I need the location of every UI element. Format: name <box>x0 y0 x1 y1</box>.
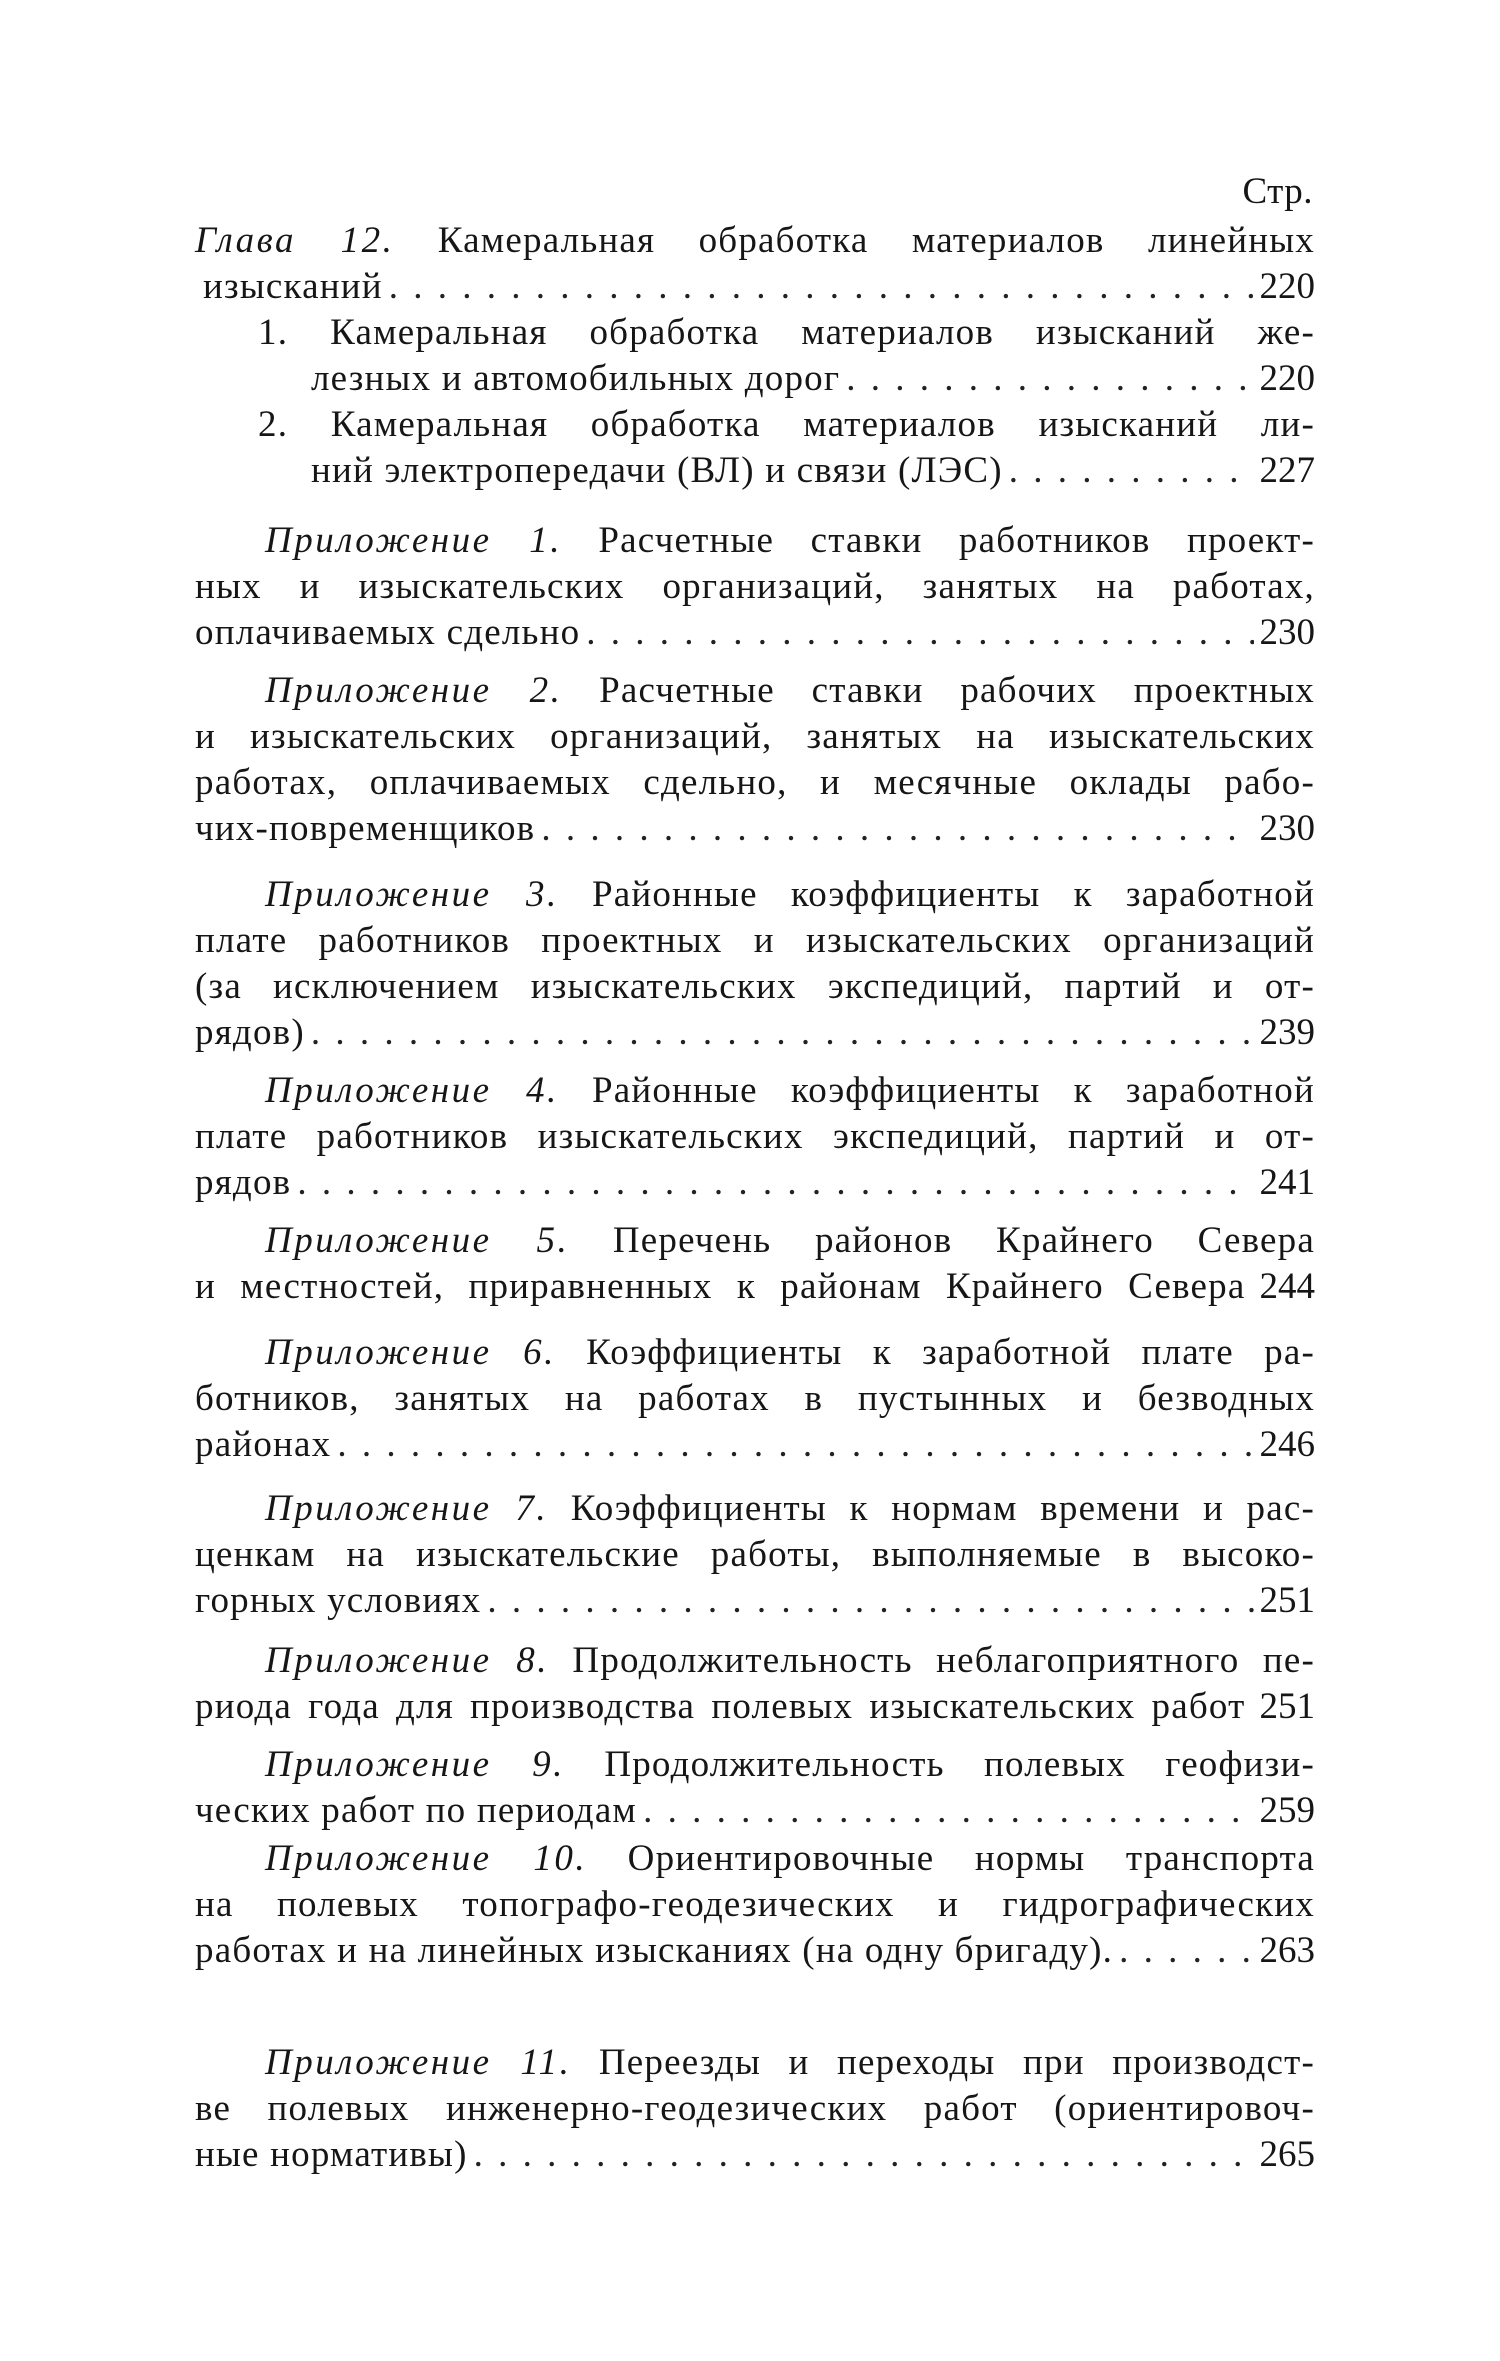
entry-label: Приложение 2. <box>265 670 563 711</box>
page-number: 230 <box>1259 612 1315 653</box>
entry-label: Приложение 9. <box>265 1744 565 1785</box>
page-number: 227 <box>1259 450 1315 491</box>
page-number: 230 <box>1259 808 1315 849</box>
entry-title-line: Районные коэффициенты к заработной <box>591 1070 1315 1111</box>
entry-title-line: ные нормативы) <box>195 2134 468 2175</box>
page-number: 265 <box>1259 2134 1315 2175</box>
toc-entry-appendix-2 <box>195 668 1315 852</box>
entry-title-line: Продолжительность полевых геофизи- <box>604 1744 1316 1785</box>
entry-title-line: плате работников проектных и изыскательских организаций <box>195 920 1315 961</box>
entry-title-line: Коэффициенты к нормам времени и рас- <box>570 1488 1315 1529</box>
entry-title-line: работах и на линейных изысканиях (на одну бригаду). <box>195 1930 1114 1971</box>
entry-title-line: риода года для производства полевых изыскательских работ <box>195 1686 1246 1727</box>
entry-title-line: Расчетные ставки рабочих проектных <box>599 670 1316 711</box>
entry-title-line: Продолжительность неблагоприятного пе- <box>572 1640 1316 1681</box>
entry-title-line: рядов) <box>195 1012 305 1053</box>
leader-dots <box>846 356 1253 402</box>
entry-title-line: рядов <box>195 1162 292 1203</box>
entry-title-line: Переезды и переходы при производст- <box>598 2042 1315 2083</box>
entry-title-line: работах, оплачиваемых сдельно, и месячные оклады рабо- <box>195 762 1315 803</box>
page-number: 251 <box>1259 1686 1315 1727</box>
entry-label: Приложение 4. <box>265 1070 559 1111</box>
entry-title-line: Коэффициенты к заработной плате ра- <box>586 1332 1315 1373</box>
entry-title-line: 1. Камеральная обработка материалов изысканий же- <box>258 312 1315 353</box>
entry-label: Приложение 5. <box>265 1220 570 1261</box>
entry-label: Приложение 10. <box>265 1838 588 1879</box>
toc-entry-section-2 <box>258 402 1315 494</box>
entry-title-line: ботников, занятых на работах в пустынных и безводных <box>195 1378 1315 1419</box>
leader-dots <box>586 610 1253 656</box>
entry-title-line: ческих работ по периодам <box>195 1790 638 1831</box>
entry-title-line: ных и изыскательских организаций, занятых на работах, <box>195 566 1315 607</box>
entry-title-line: Районные коэффициенты к заработной <box>591 874 1315 915</box>
entry-title-line: 2. Камеральная обработка материалов изысканий ли- <box>258 404 1315 445</box>
entry-label: Приложение 3. <box>265 874 559 915</box>
toc-entry-appendix-10 <box>195 1836 1315 1974</box>
entry-title-line: районах <box>195 1424 332 1465</box>
entry-title-line: лезных и автомобильных дорог <box>311 358 841 399</box>
entry-label: Приложение 8. <box>265 1640 549 1681</box>
leader-dots <box>337 1422 1253 1468</box>
page-number: 246 <box>1259 1424 1315 1465</box>
page-number: 259 <box>1259 1790 1315 1831</box>
toc-entry-appendix-5 <box>195 1218 1315 1310</box>
leader-dots <box>311 1010 1254 1056</box>
toc-entry-appendix-1 <box>195 518 1315 656</box>
entry-title-line: ценкам на изыскательские работы, выполняемые в высоко- <box>195 1534 1315 1575</box>
entry-title-line: чих-повременщиков <box>195 808 536 849</box>
entry-title-line: горных условиях <box>195 1580 482 1621</box>
toc-entry-appendix-3 <box>195 872 1315 1056</box>
entry-label: Приложение 1. <box>265 520 562 561</box>
leader-dots <box>1119 1928 1253 1974</box>
entry-title-line: ний электропередачи (ВЛ) и связи (ЛЭС) <box>311 450 1003 491</box>
entry-title-line: (за исключением изыскательских экспедиций, партий и от- <box>195 966 1315 1007</box>
entry-label: Глава 12. <box>195 220 395 261</box>
entry-title-line: Перечень районов Крайнего Севера <box>612 1220 1315 1261</box>
toc-entry-chapter-12 <box>195 218 1315 310</box>
toc-entry-section-1 <box>258 310 1315 402</box>
entry-title-line: оплачиваемых сдельно <box>195 612 581 653</box>
page-number: 220 <box>1259 358 1315 399</box>
entry-label: Приложение 7. <box>265 1488 549 1529</box>
entry-title-line: на полевых топографо-геодезических и гидрографических <box>195 1884 1315 1925</box>
entry-label: Приложение 11. <box>265 2042 572 2083</box>
entry-title-line: и изыскательских организаций, занятых на изыскательских <box>195 716 1315 757</box>
entry-title-line: плате работников изыскательских экспедиций, партий и от- <box>195 1116 1315 1157</box>
leader-dots <box>389 264 1254 310</box>
entry-title-line: Ориентировочные нормы транспорта <box>627 1838 1316 1879</box>
toc-entry-appendix-9 <box>195 1742 1315 1834</box>
toc-entry-appendix-7 <box>195 1486 1315 1624</box>
toc-entry-appendix-11 <box>195 2040 1315 2178</box>
entry-title-line: изысканий <box>203 266 383 307</box>
toc-entry-appendix-4 <box>195 1068 1315 1206</box>
entry-title-line: Камеральная обработка материалов линейных <box>437 220 1315 261</box>
leader-dots <box>541 806 1253 852</box>
leader-dots <box>643 1788 1253 1834</box>
page-number: 244 <box>1259 1266 1315 1307</box>
entry-title-line: ве полевых инженерно-геодезических работ (ориентировоч- <box>195 2088 1315 2129</box>
leader-dots <box>487 1578 1253 1624</box>
entry-title-line: Расчетные ставки работников проект- <box>598 520 1315 561</box>
page-number: 251 <box>1259 1580 1315 1621</box>
page-number: 263 <box>1259 1930 1315 1971</box>
page-column-header: Стр. <box>1242 171 1313 212</box>
page-number: 220 <box>1259 266 1315 307</box>
page-number: 239 <box>1259 1012 1315 1053</box>
toc-entry-appendix-8 <box>195 1638 1315 1730</box>
toc-entry-appendix-6 <box>195 1330 1315 1468</box>
leader-dots <box>1009 448 1254 494</box>
entry-label: Приложение 6. <box>265 1332 556 1373</box>
entry-title-line: и местностей, приравненных к районам Крайнего Севера <box>195 1266 1246 1307</box>
leader-dots <box>297 1160 1253 1206</box>
page-number: 241 <box>1259 1162 1315 1203</box>
leader-dots <box>474 2132 1254 2178</box>
